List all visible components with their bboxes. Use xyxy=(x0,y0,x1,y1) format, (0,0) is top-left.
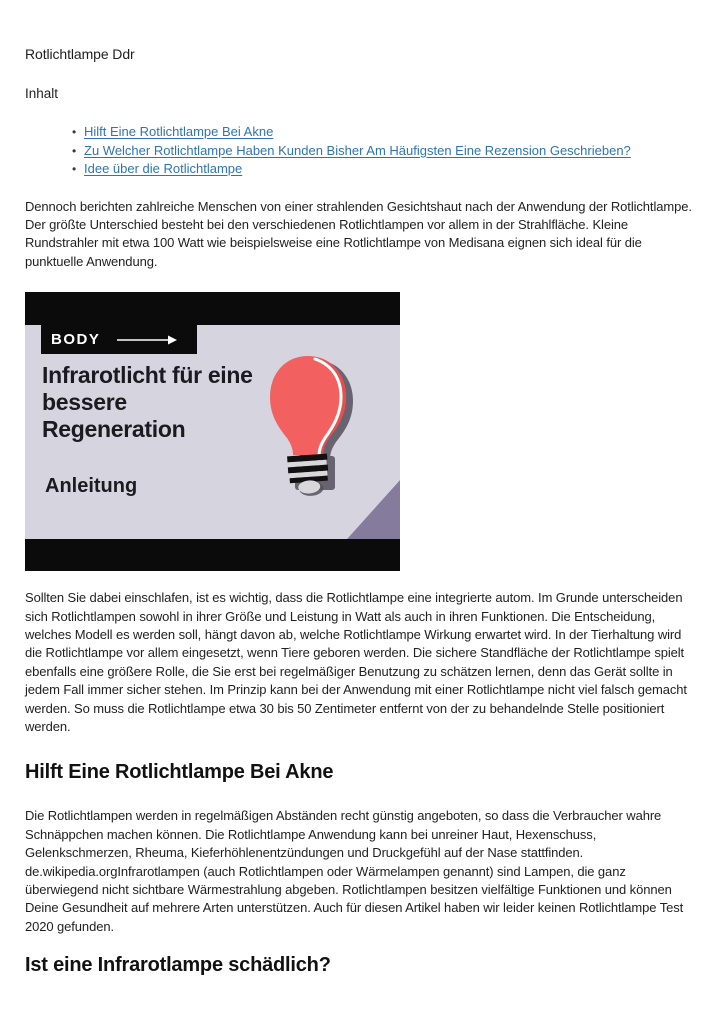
body-paragraph: Sollten Sie dabei einschlafen, ist es wichtig, dass die Rotlichtlampe eine integrierte autom. Im Grunde unterscheiden sich Rotlichtlampen sowohl in ihrer Größe und Leistung in Watt als auch in ihren Funktionen. Die Entscheidung, welches Modell es werden soll, hängt davon ab, welche Rotlichtlampe Wirkung erwartet wird. In der Tierhaltung wird die Rotlichtlampe vor allem eingesetzt, wenn Tiere geboren werden. Die sichere Standfläche der Rotlichtlampe spielt ebenfalls eine größere Rolle, die Sie erst bei regelmäßiger Benutzung zu schätzen lernen, denn das Gerät sollte in jedem Fall immer sicher stehen. Im Prinzip kann bei der Anwendung mit einer Rotlichtlampe nicht viel falsch gemacht werden. So muss die Rotlichtlampe etwa 30 bis 50 Zentimeter entfernt von der zu behandelnde Stelle positioniert werden. xyxy=(25,590,687,734)
thumbnail-subtitle: Anleitung xyxy=(45,475,138,498)
arrow-right-icon xyxy=(116,334,178,346)
toc-link-akne[interactable]: Hilft Eine Rotlichtlampe Bei Akne xyxy=(84,124,274,139)
letterbox-top-bar xyxy=(25,292,400,325)
toc-item xyxy=(72,123,695,142)
red-lightbulb-illustration xyxy=(258,352,362,504)
letterbox-bottom-bar xyxy=(25,539,400,571)
section1-paragraph: Die Rotlichtlampen werden in regelmäßigen Abständen recht günstig angeboten, so dass die Verbraucher wahre Schnäppchen machen können. Die Rotlichtlampe Anwendung kann bei unreiner Haut, Hexenschuss, Gelenkschmerzen, Rheuma, Kieferhöhlenentzündungen und Druckgefühl auf der Nase stattfinden. de.wikipedia.orgInfrarotlampen (auch Rotlichtlampen oder Wärmelampen genannt) sind Lampen, die ganz überwiegend nicht sichtbare Wärmestrahlung abgeben. Rotlichtlampen besitzen vielfältige Funktionen und können Deine Gesundheit auf mehrere Arten unterstützen. Auch für diesen Artikel haben wir leider keinen Rotlichtlampe Test 2020 gefunden. xyxy=(25,808,684,934)
toc-item xyxy=(72,142,695,161)
section-heading-schaedlich: Ist eine Infrarotlampe schädlich? xyxy=(25,954,331,977)
section-heading-akne: Hilft Eine Rotlichtlampe Bei Akne xyxy=(25,761,334,784)
toc-link-rezension[interactable]: Zu Welcher Rotlichtlampe Haben Kunden Bisher Am Häufigsten Eine Rezension Geschrieben? xyxy=(84,142,631,158)
page-title: Rotlichtlampe Ddr xyxy=(25,46,135,62)
toc-heading: Inhalt xyxy=(25,86,59,101)
body-badge-label: BODY xyxy=(51,331,101,349)
intro-paragraph: Dennoch berichten zahlreiche Menschen von einer strahlenden Gesichtshaut nach der Anwendung der Rotlichtlampe. Der größte Unterschied besteht bei den verschiedenen Rotlichtlampen vor allem in der Strahlfläche. Kleine Rundstrahler mit etwa 100 Watt wie beispielsweise eine Rotlichtlampe von Medisana eignen sich ideal für die punktuelle Anwendung. xyxy=(25,198,692,269)
table-of-contents xyxy=(72,123,695,179)
thumbnail-title: Infrarotlicht für eine bessere Regeneration xyxy=(42,362,253,443)
article-image xyxy=(25,292,400,571)
toc-link-idee[interactable]: Idee über die Rotlichtlampe xyxy=(84,161,243,176)
body-badge xyxy=(41,325,197,354)
toc-item xyxy=(72,160,695,179)
